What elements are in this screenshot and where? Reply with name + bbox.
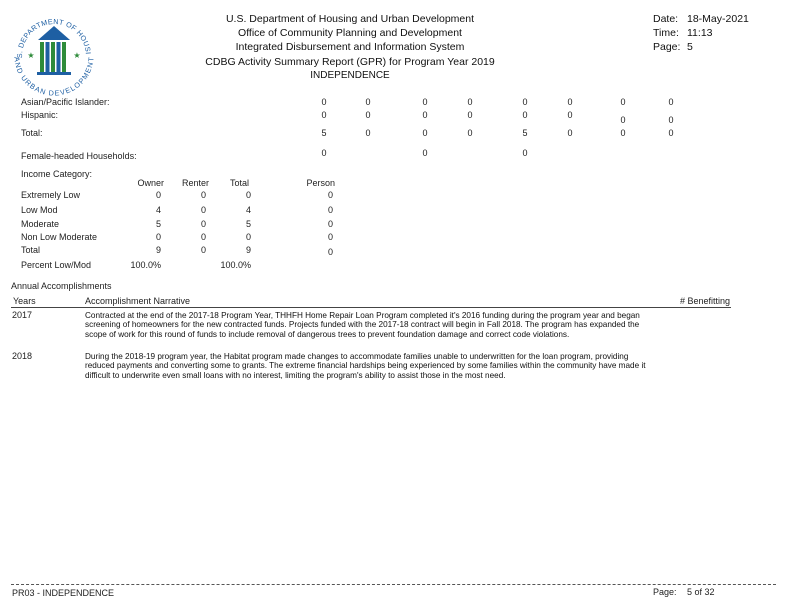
income-cell: 0 xyxy=(200,219,206,229)
income-cell: 0 xyxy=(327,219,333,229)
footer-report-id: PR03 - INDEPENDENCE xyxy=(12,588,115,598)
header-agency: U.S. Department of Housing and Urban Development xyxy=(225,13,475,25)
income-cell: 9 xyxy=(155,245,161,255)
income-cell: 0 xyxy=(200,232,206,242)
race-cell: 0 xyxy=(365,97,371,107)
accomplishment-year: 2017 xyxy=(12,310,33,320)
race-cell: 0 xyxy=(467,110,473,120)
income-cell: 5 xyxy=(155,219,161,229)
date-label: Date: xyxy=(653,13,679,25)
income-cell: 0 xyxy=(200,245,206,255)
income-cell: 0 xyxy=(327,205,333,215)
race-cell: 5 xyxy=(522,128,528,138)
page-label: Page: xyxy=(653,41,681,53)
header-office: Office of Community Planning and Development xyxy=(238,27,462,39)
race-cell: 0 xyxy=(620,115,626,125)
income-cell: 0 xyxy=(327,247,333,257)
income-cell: 100.0% xyxy=(220,260,251,270)
income-cell: 0 xyxy=(155,190,161,200)
header-report-title: CDBG Activity Summary Report (GPR) for Program Year 2019 xyxy=(205,56,495,68)
page-value: 5 xyxy=(687,41,693,53)
hud-seal-graphic xyxy=(10,10,98,98)
income-cell: 0 xyxy=(327,190,333,200)
race-row-label: Asian/Pacific Islander: xyxy=(21,97,110,107)
seal-bottom-text: AND URBAN DEVELOPMENT xyxy=(12,56,96,98)
col-years: Years xyxy=(13,296,36,306)
race-cell: 0 xyxy=(668,128,674,138)
svg-text:★: ★ xyxy=(27,51,35,60)
accomplishments-title: Annual Accomplishments xyxy=(11,281,112,291)
footer-page-value: 5 of 32 xyxy=(687,587,715,597)
race-cell: 0 xyxy=(321,110,327,120)
income-row-label: Extremely Low xyxy=(21,190,81,200)
income-cell: 0 xyxy=(155,232,161,242)
race-row-label: Total: xyxy=(21,128,43,138)
footer-page-label: Page: xyxy=(653,587,677,597)
race-cell: 0 xyxy=(620,97,626,107)
race-cell: 5 xyxy=(321,128,327,138)
race-cell: 0 xyxy=(422,110,428,120)
female-headed-owner: 0 xyxy=(321,148,327,158)
race-cell: 0 xyxy=(567,110,573,120)
race-cell: 0 xyxy=(522,110,528,120)
date-value: 18-May-2021 xyxy=(687,13,749,25)
race-cell: 0 xyxy=(422,97,428,107)
time-value: 11:13 xyxy=(687,27,713,39)
race-cell: 0 xyxy=(567,97,573,107)
race-cell: 0 xyxy=(567,128,573,138)
accomplishment-year: 2018 xyxy=(12,351,33,361)
income-row-label: Total xyxy=(21,245,41,255)
seal-top-text: S. DEPARTMENT OF HOUSI xyxy=(14,16,93,59)
income-header-owner: Owner xyxy=(137,178,164,188)
time-label: Time: xyxy=(653,27,679,39)
female-headed-label: Female-headed Households: xyxy=(21,151,137,161)
income-cell: 4 xyxy=(245,205,251,215)
income-row-label: Non Low Moderate xyxy=(21,232,98,242)
income-cell: 4 xyxy=(155,205,161,215)
income-header-person: Person xyxy=(306,178,335,188)
race-cell: 0 xyxy=(620,128,626,138)
income-row-label: Low Mod xyxy=(21,205,58,215)
race-cell: 0 xyxy=(522,97,528,107)
header-system: Integrated Disbursement and Information System xyxy=(235,41,465,53)
accomplishment-narrative: During the 2018-19 program year, the Habitat program made changes to accommodate families unable to underwritten for the loan program, providing reduced payments and converting some to grants. The extreme financial hardships being experienced by some families within the community have made it difficult to underwrite even small loans with no interest, limiting the program's ability to assist those in the most need. xyxy=(85,352,646,380)
header-grantee: INDEPENDENCE xyxy=(310,70,390,81)
race-cell: 0 xyxy=(365,110,371,120)
income-cell: 0 xyxy=(245,190,251,200)
col-narrative: Accomplishment Narrative xyxy=(85,296,191,306)
svg-text:★: ★ xyxy=(73,51,81,60)
income-cell: 0 xyxy=(200,205,206,215)
income-cell: 5 xyxy=(245,219,251,229)
race-cell: 0 xyxy=(321,97,327,107)
income-header-total: Total xyxy=(229,178,249,188)
race-cell: 0 xyxy=(467,97,473,107)
race-cell: 0 xyxy=(422,128,428,138)
female-headed-total: 0 xyxy=(522,148,528,158)
income-cell: 9 xyxy=(245,245,251,255)
income-cell: 0 xyxy=(327,232,333,242)
col-benefitting: # Benefitting xyxy=(679,296,730,306)
header-rule xyxy=(11,307,731,308)
income-header-renter: Renter xyxy=(181,178,209,188)
footer-rule xyxy=(11,584,776,585)
accomplishment-narrative: Contracted at the end of the 2017-18 Program Year, THHFH Home Repair Loan Program completed it's 2016 funding during the program year and began screening of homeowners for the new contracted funds. Projects funded with the 2017-18 contract will begin in Fall 2018. The program has expanded the scope of work for this round of funds to include removal of dangerous trees to prevent foundation damage and correct code violations. xyxy=(85,311,640,339)
income-cell: 0 xyxy=(200,190,206,200)
race-cell: 0 xyxy=(668,97,674,107)
income-row-label: Moderate xyxy=(21,219,60,229)
income-cell: 0 xyxy=(245,232,251,242)
income-cell: 100.0% xyxy=(130,260,161,270)
income-title: Income Category: xyxy=(21,169,93,179)
hud-seal xyxy=(10,10,98,98)
race-row-label: Hispanic: xyxy=(21,110,59,120)
income-row-label: Percent Low/Mod xyxy=(21,260,92,270)
race-cell: 0 xyxy=(365,128,371,138)
race-cell: 0 xyxy=(467,128,473,138)
race-cell: 0 xyxy=(668,115,674,125)
female-headed-renter: 0 xyxy=(422,148,428,158)
